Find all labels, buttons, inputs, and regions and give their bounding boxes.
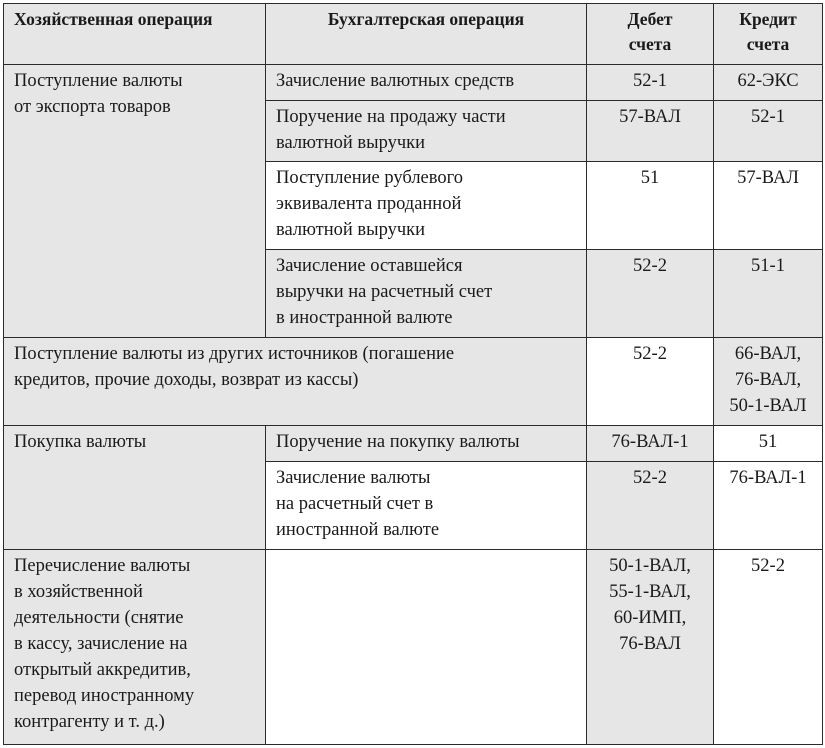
table-row	[4, 426, 823, 462]
cell-accounting: Поручение на покупку валюты	[266, 426, 587, 462]
header-operation: Хозяйственная операция	[4, 4, 266, 65]
cell-credit: 51	[714, 426, 823, 462]
cell-accounting: Поручение на продажу части валютной выручки	[266, 101, 587, 162]
accounting-operations-table	[3, 3, 823, 745]
cell-operation: Перечисление валюты в хозяйственной деятельности (снятие в кассу, зачисление на открытый аккредитив, перевод иностранному контрагенту и т. д.)	[4, 550, 266, 745]
cell-debit: 57-ВАЛ	[587, 101, 714, 162]
cell-operation: Поступление валюты от экспорта товаров	[4, 65, 266, 338]
cell-accounting: Зачисление оставшейся выручки на расчетный счет в иностранной валюте	[266, 250, 587, 338]
cell-credit: 76-ВАЛ-1	[714, 462, 823, 550]
cell-debit: 50-1-ВАЛ, 55-1-ВАЛ, 60-ИМП, 76-ВАЛ	[587, 550, 714, 745]
cell-operation: Поступление валюты из других источников (погашение кредитов, прочие доходы, возврат из кассы)	[4, 338, 587, 426]
cell-accounting: Поступление рублевого эквивалента проданной валютной выручки	[266, 162, 587, 250]
header-accounting: Бухгалтерская операция	[266, 4, 587, 65]
cell-operation: Покупка валюты	[4, 426, 266, 550]
cell-accounting: Зачисление валютных средств	[266, 65, 587, 101]
cell-debit: 52-1	[587, 65, 714, 101]
cell-credit: 52-2	[714, 550, 823, 745]
cell-debit: 51	[587, 162, 714, 250]
cell-debit: 76-ВАЛ-1	[587, 426, 714, 462]
table-row	[4, 550, 823, 745]
table-row	[4, 338, 823, 426]
cell-accounting	[266, 550, 587, 745]
cell-credit: 51-1	[714, 250, 823, 338]
cell-debit: 52-2	[587, 338, 714, 426]
cell-credit: 62-ЭКС	[714, 65, 823, 101]
cell-credit: 57-ВАЛ	[714, 162, 823, 250]
table-row	[4, 65, 823, 101]
cell-accounting: Зачисление валюты на расчетный счет в иностранной валюте	[266, 462, 587, 550]
cell-debit: 52-2	[587, 462, 714, 550]
cell-debit: 52-2	[587, 250, 714, 338]
header-row	[4, 4, 823, 65]
cell-credit: 52-1	[714, 101, 823, 162]
cell-credit: 66-ВАЛ, 76-ВАЛ, 50-1-ВАЛ	[714, 338, 823, 426]
header-debit: Дебет счета	[587, 4, 714, 65]
header-credit: Кредит счета	[714, 4, 823, 65]
